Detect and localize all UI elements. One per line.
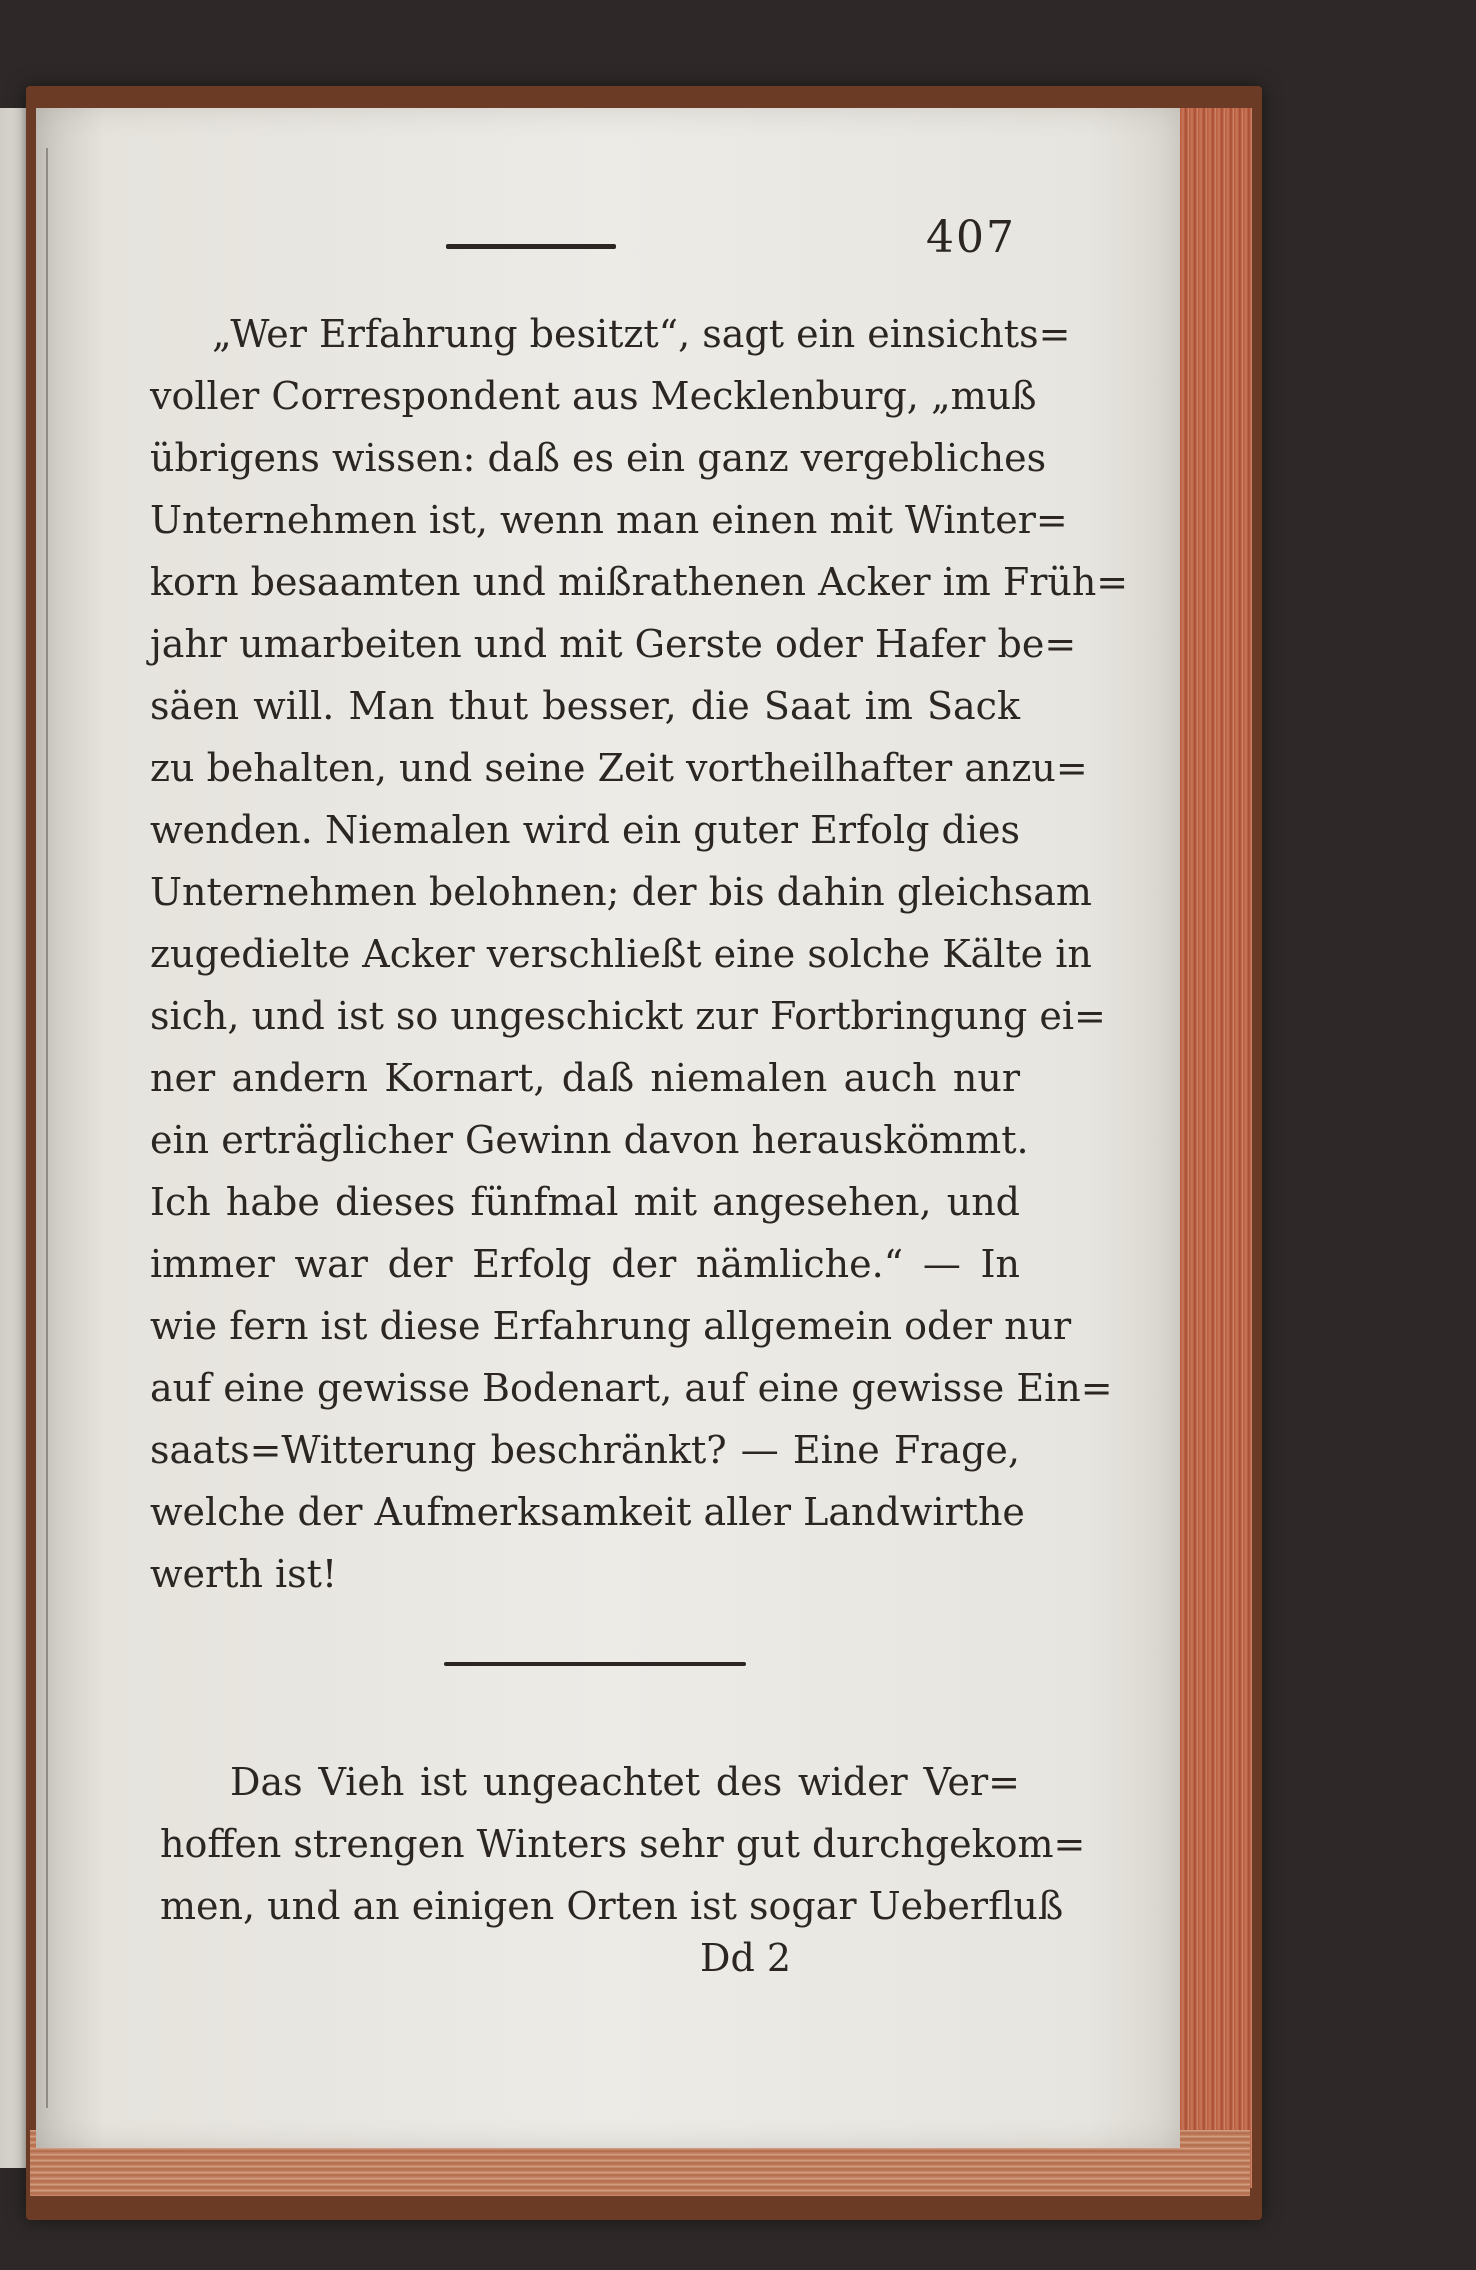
text-line: Unternehmen ist, wenn man einen mit Winter= <box>150 498 1068 542</box>
text-line: säen will. Man thut besser, die Saat im Sack <box>150 684 1020 728</box>
text-line: Ich habe dieses fünfmal mit angesehen, und <box>150 1180 1020 1224</box>
gutter-line <box>46 148 48 2108</box>
text-line: welche der Aufmerksamkeit aller Landwirthe <box>150 1490 1025 1534</box>
text-line: ein erträglicher Gewinn davon herauskömmt. <box>150 1118 1029 1162</box>
text-line: voller Correspondent aus Mecklenburg, „muß <box>150 374 1037 418</box>
text-line: hoffen strengen Winters sehr gut durchgekom= <box>160 1822 1086 1866</box>
text-line: men, und an einigen Orten ist sogar Ueberfluß <box>160 1884 1064 1928</box>
text-line: „Wer Erfahrung besitzt“, sagt ein einsichts= <box>212 312 1071 356</box>
text-line: immer war der Erfolg der nämliche.“ — In <box>150 1242 1020 1286</box>
text-line: jahr umarbeiten und mit Gerste oder Hafer be= <box>150 622 1077 666</box>
text-line: auf eine gewisse Bodenart, auf eine gewisse Ein= <box>150 1366 1113 1410</box>
section-rule <box>444 1662 746 1666</box>
signature-mark: Dd 2 <box>700 1936 792 1980</box>
text-line: übrigens wissen: daß es ein ganz vergebliches <box>150 436 1047 480</box>
text-line: saats=Witterung beschränkt? — Eine Frage, <box>150 1428 1020 1472</box>
text-line: korn besaamten und mißrathenen Acker im Früh= <box>150 560 1129 604</box>
text-line: wenden. Niemalen wird ein guter Erfolg dies <box>150 808 1020 852</box>
text-line: werth ist! <box>150 1552 338 1596</box>
text-line: ner andern Kornart, daß niemalen auch nur <box>150 1056 1020 1100</box>
header-rule <box>446 244 616 249</box>
text-line: zu behalten, und seine Zeit vortheilhafter anzu= <box>150 746 1088 790</box>
page-number: 407 <box>926 212 1016 263</box>
text-line: Das Vieh ist ungeachtet des wider Ver= <box>230 1760 1020 1804</box>
text-line: zugedielte Acker verschließt eine solche Kälte in <box>150 932 1092 976</box>
text-line: sich, und ist so ungeschickt zur Fortbringung ei= <box>150 994 1106 1038</box>
text-line: Unternehmen belohnen; der bis dahin gleichsam <box>150 870 1092 914</box>
text-line: wie fern ist diese Erfahrung allgemein oder nur <box>150 1304 1072 1348</box>
